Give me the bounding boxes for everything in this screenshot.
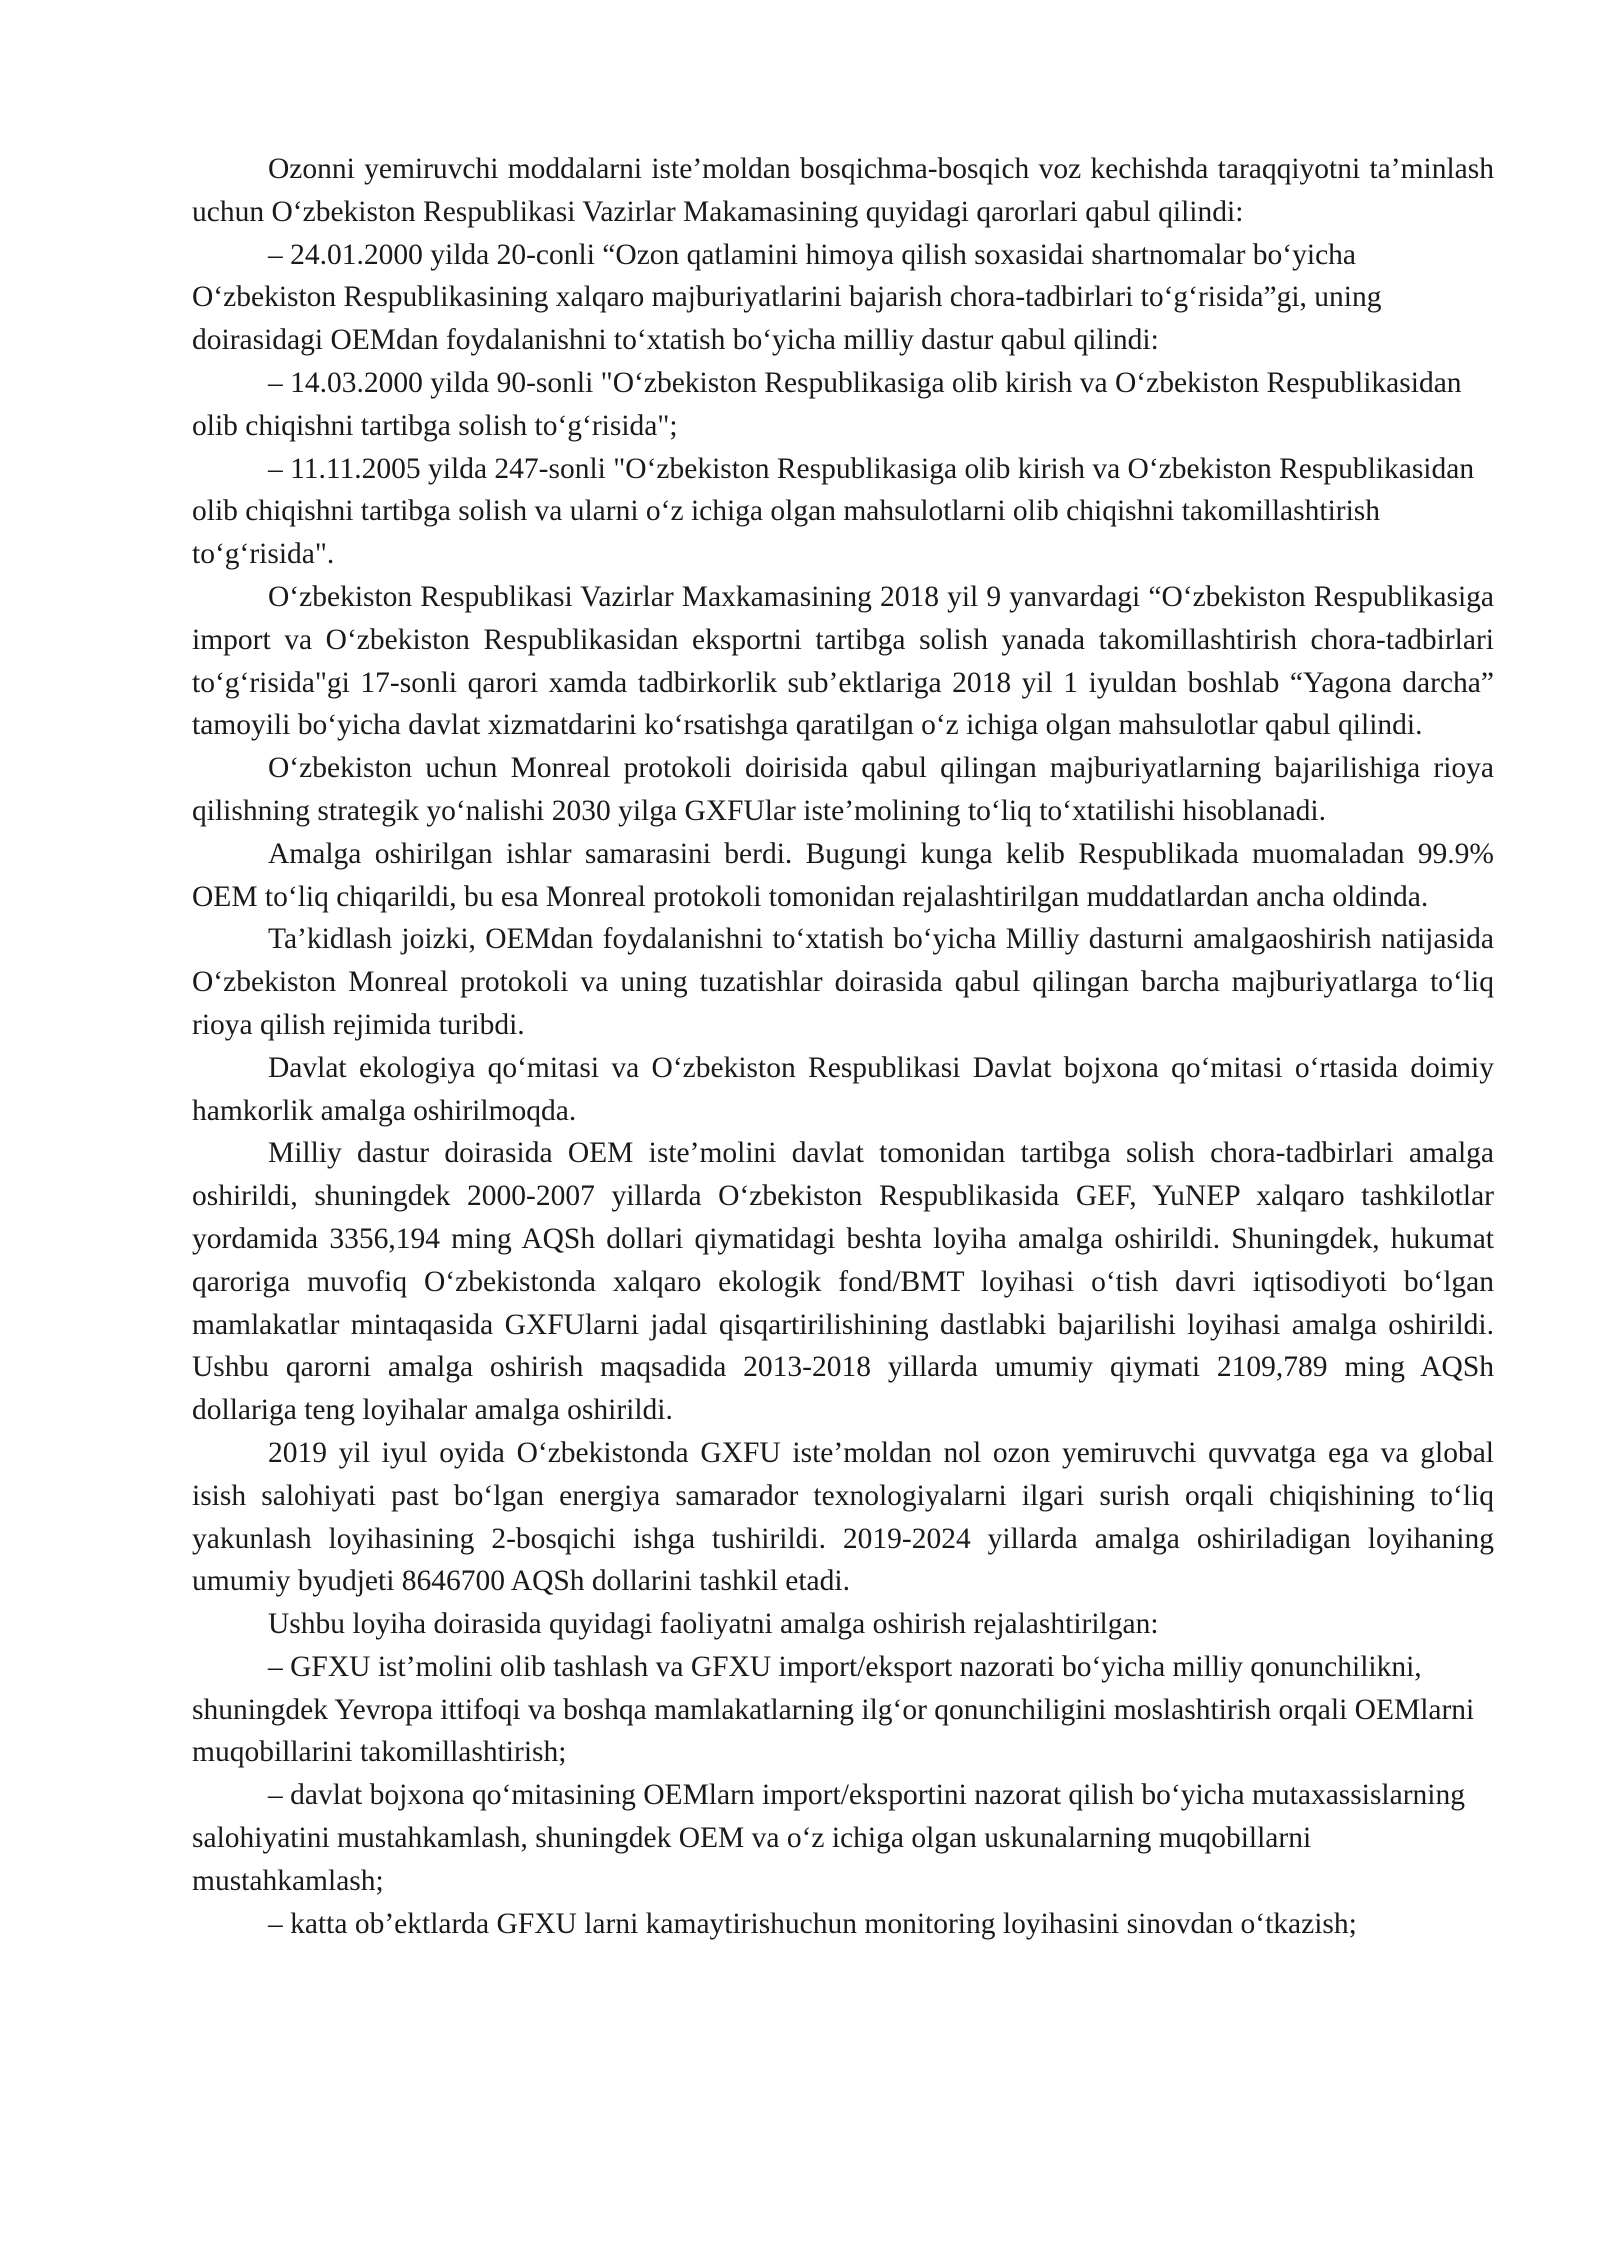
paragraph-monreal-2030: O‘zbekiston uchun Monreal protokoli doirisida qabul qilingan majburiyatlarning bajarilishiga rioya qilishning strategik yo‘nalishi 2030 yilga GXFUlar iste’molining to‘liq to‘xtatilishi hisoblanadi.	[192, 752, 1494, 827]
paragraph-national-program: Milliy dastur doirasida OEM iste’molini davlat tomonidan tartibga solish chora-tadbirlari amalga oshirildi, shuningdek 2000-2007 yillarda O‘zbekiston Respublikasida GEF, YuNEP xalqaro tashkilotlar yordamida 3356,194 ming AQSh dollari qiymatidagi beshta loyiha amalga oshirildi. Shuningdek, hukumat qaroriga muvofiq O‘zbekistonda xalqaro ekologik fond/BMT loyihasi o‘tish davri iqtisodiyoti bo‘lgan mamlakatlar mintaqasida GXFUlarni jadal qisqartirilishining dastlabki bajarilishi loyihasi amalga oshirildi. Ushbu qarorni amalga oshirish maqsadida 2013-2018 yillarda umumiy qiymati 2109,789 ming AQSh dollariga teng loyihalar amalga oshirildi.	[192, 1137, 1494, 1427]
paragraph-compliance: Ta’kidlash joizki, OEMdan foydalanishni to‘xtatish bo‘yicha Milliy dasturni amalgaoshirish natijasida O‘zbekiston Monreal protokoli va uning tuzatishlar doirasida qabul qilingan barcha majburiyatlarga to‘liq rioya qilish rejimida turibdi.	[192, 923, 1494, 1041]
list-item-monitoring: – katta ob’ektlarda GFXU larni kamaytirishuchun monitoring loyihasini sinovdan o‘tkazish;	[268, 1907, 1357, 1940]
paragraph-cooperation: Davlat ekologiya qo‘mitasi va O‘zbekiston Respublikasi Davlat bojxona qo‘mitasi o‘rtasida doimiy hamkorlik amalga oshirilmoqda.	[192, 1051, 1494, 1127]
paragraph-2019-project: 2019 yil iyul oyida O‘zbekistonda GXFU iste’moldan nol ozon yemiruvchi quvvatga ega va global isish salohiyati past bo‘lgan energiya samarador texnologiyalarni ilgari surish orqali chiqishining to‘liq yakunlash loyihasining 2-bosqichi ishga tushirildi. 2019-2024 yillarda amalga oshiriladigan loyihaning umumiy byudjeti 8646700 AQSh dollarini tashkil etadi.	[192, 1436, 1494, 1598]
paragraph-decree-2000-20: – 24.01.2000 yilda 20-conli “Ozon qatlamini himoya qilish soxasidai shartnomalar bo‘yicha O‘zbekiston Respublikasining xalqaro majburiyatlarini bajarish chora-tadbirlari to‘g‘risida”gi, uning doirasidagi OEMdan foydalanishni to‘xtatish bo‘yicha milliy dastur qabul qilindi:	[192, 238, 1382, 357]
paragraph-planned-activities: Ushbu loyiha doirasida quyidagi faoliyatni amalga oshirish rejalashtirilgan:	[268, 1608, 1159, 1641]
paragraph-results: Amalga oshirilgan ishlar samarasini berdi. Bugungi kunga kelib Respublikada muomaladan 99.9% OEM to‘liq chiqarildi, bu esa Monreal protokoli tomonidan rejalashtirilgan muddatlardan ancha oldinda.	[192, 837, 1494, 913]
paragraph-intro: Ozonni yemiruvchi moddalarni iste’moldan bosqichma-bosqich voz kechishda taraqqiyotni ta’minlash uchun O‘zbekiston Respublikasi Vazirlar Makamasining quyidagi qarorlari qabul qilindi:	[192, 153, 1494, 228]
list-item-legislation: – GFXU ist’molini olib tashlash va GFXU import/eksport nazorati bo‘yicha milliy qonunchilikni, shuningdek Yevropa ittifoqi va boshqa mamlakatlarning ilg‘or qonunchiligini moslashtirish orqali OEMlarni muqobillarini takomillashtirish;	[192, 1650, 1475, 1769]
paragraph-decree-2018: O‘zbekiston Respublikasi Vazirlar Maxkamasining 2018 yil 9 yanvardagi “O‘zbekiston Respublikasiga import va O‘zbekiston Respublikasidan eksportni tartibga solish yanada takomillashtirish chora-tadbirlari to‘g‘risida"gi 17-sonli qarori xamda tadbirkorlik sub’ektlariga 2018 yil 1 iyuldan boshlab “Yagona darcha” tamoyili bo‘yicha davlat xizmatdarini ko‘rsatishga qaratilgan o‘z ichiga olgan mahsulotlar qabul qilindi.	[192, 580, 1494, 742]
paragraph-decree-2005-247: – 11.11.2005 yilda 247-sonli "O‘zbekiston Respublikasiga olib kirish va O‘zbekiston Respublikasidan olib chiqishni tartibga solish va ularni o‘z ichiga olgan mahsulotlarni olib chiqishni takomillashtirish to‘g‘risida".	[192, 452, 1475, 571]
document-page	[192, 148, 1494, 1945]
list-item-customs-capacity: – davlat bojxona qo‘mitasining OEMlarn import/eksportini nazorat qilish bo‘yicha mutaxassislarning salohiyatini mustahkamlash, shuningdek OEM va o‘z ichiga olgan uskunalarning muqobillarni mustahkamlash;	[192, 1779, 1465, 1897]
paragraph-decree-2000-90: – 14.03.2000 yilda 90-sonli "O‘zbekiston Respublikasiga olib kirish va O‘zbekiston Respublikasidan olib chiqishni tartibga solish to‘g‘risida";	[192, 366, 1462, 442]
